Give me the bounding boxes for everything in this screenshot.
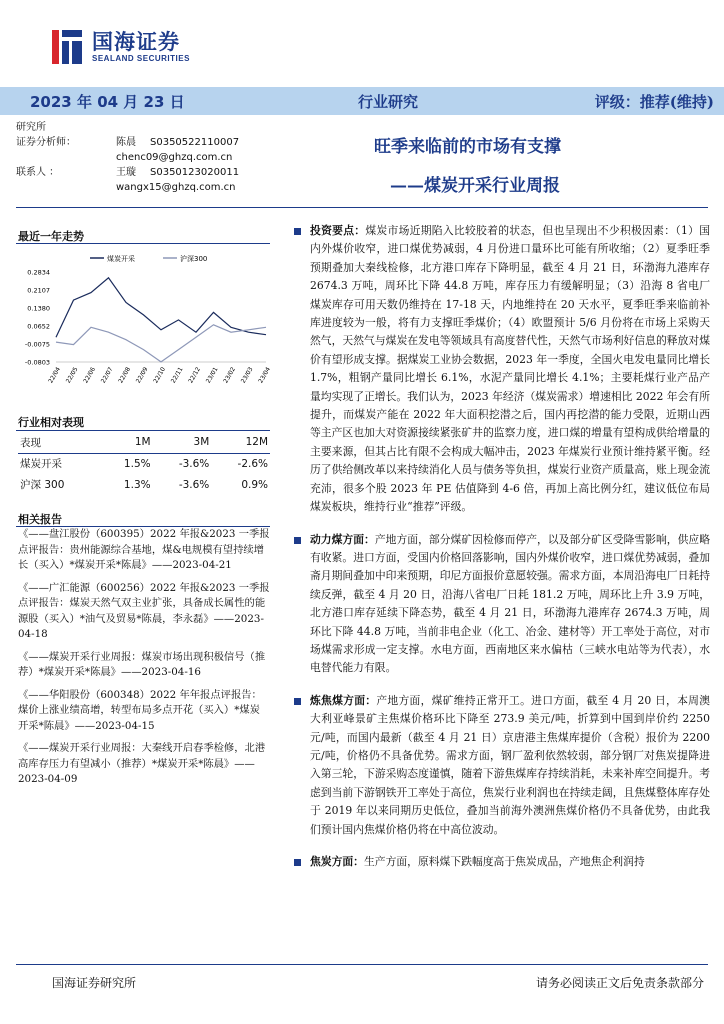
bullet-heading: 动力煤方面：: [310, 532, 375, 546]
bullet-text: 煤炭市场近期陷入比较胶着的状态，但也呈现出不少积极因素：（1）国内外煤价收窄，进口煤优势减弱，4 月份进口量环比可能有所收缩；（2）夏季旺季预期叠加大秦线检修，北方港口库存下降明显，截至 4 月 21 日，环渤海九港库存 2674.3 万吨，周环比下降 44.8 万吨，库存压力有缓解明显；（3）沿海 8 省电厂煤炭库存可用天数仍维持在 17-18 天，内地维持在 20 天水平，夏季旺季来临前补库进度较为一般，将有力支撑旺季煤价；（4）欧盟预计 5/6 月份将在市场上采购天然气，天然气与煤炭在发电等领域具有高度替代性，天然气市场利好信息的释放对煤价有望形成支撑。据煤炭工业协会数据，2023 年一季度，全国火电发电量同比增长 1.7%，粗钢产量同比增长 6.1%，水泥产量同比增长 4.1%；主要耗煤行业产品产量均实现了正增长。我们认为，2023 年经济（煤炭需求）增速相比 2022 年会有所提升，而煤炭产能在 2022 年大面积挖潜之后，国内再挖潜的能力受限，近期山西等主产区也加大对资源接续紧张矿井的监察力度，进口煤的增量有望构成供给增量的主要来源，但其占比有限不会构成大幅冲击，2023 年煤炭行业预计维持紧平衡。经历了供给侧改革以来持续消化人员与债务等负担，煤炭行业资产质量高，账上现金流充沛，很多个股 2023 年 PE 估值降到 4-6 倍，再加上高比例分红，建议低位布局煤炭板块，维持行业“推荐”评级。: [310, 224, 711, 514]
cell-12m: -2.6%: [237, 457, 268, 470]
institute-label: 研究所: [16, 122, 46, 133]
cell-1m: 1.3%: [123, 478, 151, 491]
table-header-row: [18, 432, 270, 453]
x-tick-label: 22/11: [169, 366, 185, 385]
analyst-name: 陈晨: [116, 137, 136, 148]
bullet-heading: 焦炭方面：: [310, 855, 364, 868]
chart-legend: [90, 254, 207, 263]
cell-1m: 1.5%: [123, 457, 151, 470]
contact-email[interactable]: wangx15@ghzq.com.cn: [116, 182, 236, 193]
chart-series: [56, 278, 266, 362]
col-header: 1M: [100, 432, 152, 453]
x-tick-label: 22/10: [152, 366, 168, 385]
report-sub-title: ——煤炭开采行业周报: [390, 176, 560, 196]
analyst-label: 证券分析师：: [16, 137, 76, 148]
spacer: [16, 180, 116, 195]
legend-csi-label: 沪深300: [180, 255, 208, 263]
x-tick-label: 22/12: [187, 366, 203, 385]
x-tick-label: 22/04: [47, 366, 63, 385]
spacer: [16, 150, 116, 165]
footer-institute: 国海证券研究所: [52, 976, 137, 990]
chart-x-axis: [47, 366, 272, 385]
performance-heading: 行业相对表现: [18, 416, 84, 429]
related-report-link[interactable]: 《——广汇能源（600256）2022 年报&2023 一季报点评报告：煤炭天然气双主业扩张，具备成长属性的能源股（买入）*油气及贸易*陈晨，李永磊》——2023-04-18: [18, 581, 270, 640]
report-titles: [330, 132, 710, 196]
chart-y-axis: [25, 269, 266, 367]
brand-logo[interactable]: [50, 24, 190, 70]
contact-code: S0350123020011: [150, 167, 240, 178]
report-date: 2023 年 04 月 23 日: [30, 93, 185, 111]
x-tick-label: 22/05: [64, 366, 80, 385]
performance-table: [18, 432, 270, 495]
x-tick-label: 22/09: [134, 366, 150, 385]
bullet-investment-points: [290, 222, 710, 517]
bullet-text: 产地方面，部分煤矿因检修而停产，以及部分矿区受降雪影响，供应略有收紧。进口方面，受国内价格回落影响，国内外煤价收窄，进口煤优势减弱，叠加斋月期间叠加中印来预期，印尼方面报价意愿较强。需求方面，本周沿海电厂日耗持续反弹，截至 4 月 20 日，沿海八省电厂日耗 181.2 万吨，周环比上升 3.9 万吨，北方港口库存延续下降态势，截至 4 月 21 日，环渤海九港库存 2674.3 万吨，周环比下降 44.8 万吨，当前非电企业（化工、冶金、建材等）开工率处于高位，对市场煤需求形成一定支撑。水电方面，西南地区来水偏枯（三峡水电站等为代表），水电替代能力有限。: [310, 532, 711, 675]
report-type: 行业研究: [358, 93, 419, 111]
series-line-coal: [56, 278, 266, 337]
analyst-email[interactable]: chenc09@ghzq.com.cn: [116, 152, 233, 163]
bullet-coking-coal: [290, 692, 710, 839]
x-tick-label: 23/02: [222, 366, 238, 385]
sealand-logo-icon: [50, 26, 84, 68]
y-tick-label: 0.2107: [27, 286, 50, 295]
industry-rating: 评级：推荐(维持): [594, 93, 714, 111]
table-row: [18, 453, 270, 474]
related-report-link[interactable]: 《——华阳股份（600348）2022 年年报点评报告：煤价上涨业绩高增，转型布局多点开花（买入）*煤炭开采*陈晨》——2023-04-15: [18, 688, 262, 732]
contact-row: [16, 165, 316, 180]
trend-chart: [18, 250, 273, 390]
related-heading: 相关报告: [18, 513, 62, 526]
x-tick-label: 22/06: [82, 366, 98, 385]
cell-12m: 0.9%: [241, 478, 268, 491]
trend-rule: [16, 243, 270, 244]
contact-label: 联系人 ：: [16, 167, 60, 178]
contact-email-row: [16, 180, 316, 195]
x-tick-label: 23/01: [204, 366, 220, 385]
row-name: 沪深 300: [20, 479, 65, 491]
x-tick-label: 22/07: [99, 366, 115, 385]
y-tick-label: 0.0652: [27, 322, 50, 331]
x-tick-label: 22/08: [117, 366, 133, 385]
related-report-link[interactable]: 《——煤炭开采行业周报：煤炭市场出现积极信号（推荐）*煤炭开采*陈晨》——2023-04-16: [18, 650, 266, 678]
col-header: 3M: [153, 432, 212, 453]
bullet-heading: 炼焦煤方面：: [310, 693, 377, 707]
related-report-link[interactable]: 《——盘江股份（600395）2022 年报&2023 一季报点评报告：贵州能源综合基地，煤&电规模有望持续增长（买入）*煤炭开采*陈晨》——2023-04-21: [18, 528, 270, 571]
related-report-link[interactable]: 《——煤炭开采行业周报：大秦线开启春季检修，北港高库存压力有望减小（推荐）*煤炭开采*陈晨》——2023-04-09: [18, 742, 266, 785]
x-tick-label: 23/03: [239, 366, 255, 385]
y-tick-label: 0.2834: [27, 268, 50, 277]
bullet-text: 生产方面，原料煤下跌幅度高于焦炭成品，产地焦企利润持: [363, 855, 645, 868]
legend-coal-label: 煤炭开采: [107, 255, 135, 263]
analyst-email-row: [16, 150, 316, 165]
bullet-text: 产地方面，煤矿维持正常开工。进口方面，截至 4 月 20 日，本周澳大利亚峰景矿主焦煤价格环比下降至 273.9 美元/吨，折算到中国到岸价约 2250 元/吨，而国内最新（截至 4 月 21 日）京唐港主焦煤库提价（含税）报价为 2200 元/吨，价格仍不具备优势。需求方面，钢厂盈利依然较弱，部分钢厂对焦炭提降进入第三轮，下游采购态度谨慎，随着下游焦煤库存持续消耗，未来补库空间提升。考虑到当前下游钢铁开工率处于高位，焦炭行业利润也在持续走阔，且焦煤整体库存处于 2019 年以来同期历史低位，叠加当前海外澳洲焦煤价格仍不具备优势，由此我们预计国内焦煤价格仍将在中高位波动。: [310, 693, 710, 836]
y-tick-label: -0.0075: [24, 340, 50, 349]
bullet-coke: [290, 853, 710, 871]
table-row: [18, 474, 270, 495]
cell-3m: -3.6%: [178, 478, 210, 491]
col-header: 表现: [18, 432, 100, 453]
cell-3m: -3.6%: [178, 457, 210, 470]
row-name: 煤炭开采: [20, 458, 62, 471]
x-tick-label: 23/04: [257, 366, 273, 385]
analyst-code: S0350522110007: [150, 137, 240, 148]
brand-name-en: SEALAND SECURITIES: [92, 54, 190, 63]
info-band: [0, 87, 724, 115]
y-tick-label: -0.0803: [24, 358, 50, 367]
bullet-thermal-coal: [290, 531, 710, 678]
footer-disclaimer: 请务必阅读正文后免责条款部分: [535, 976, 704, 990]
analyst-block: [16, 120, 316, 195]
col-header: 12M: [211, 432, 270, 453]
main-content: [290, 222, 710, 885]
y-tick-label: 0.1380: [27, 304, 50, 313]
trend-heading: 最近一年走势: [18, 230, 84, 243]
brand-name-cn: 国海证券: [92, 30, 180, 54]
report-header: [0, 0, 724, 90]
contact-name: 王璇: [116, 167, 136, 178]
related-reports: [18, 527, 270, 795]
bullet-heading: 投资要点：: [310, 224, 366, 237]
report-main-title: 旺季来临前的市场有支撑: [374, 137, 561, 157]
header-divider: [16, 207, 708, 208]
analyst-row: [16, 135, 316, 150]
footer-divider: [16, 964, 708, 965]
performance-rule: [16, 430, 270, 431]
